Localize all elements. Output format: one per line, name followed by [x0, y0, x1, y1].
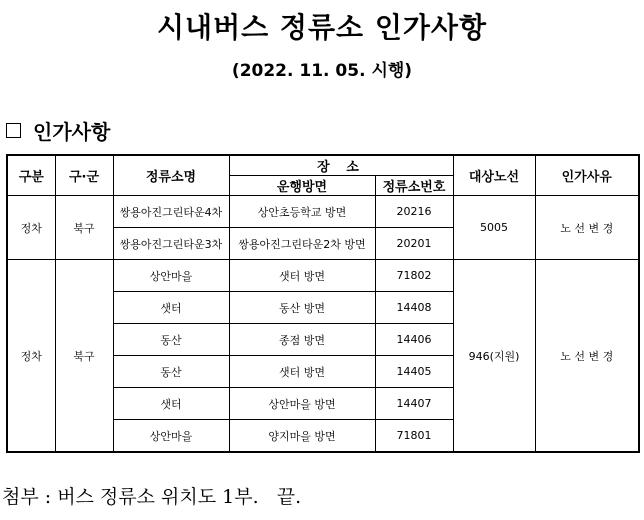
cell-stop-name: 쌍용아진그린타운4차 — [113, 196, 229, 228]
cell-stop-name: 상안마을 — [113, 260, 229, 292]
cell-stop-name: 쌍용아진그린타운3차 — [113, 228, 229, 260]
cell-stop-number: 14407 — [375, 388, 453, 420]
header-stop-name: 정류소명 — [113, 155, 229, 196]
page-title: 시내버스 정류소 인가사항 — [156, 11, 488, 44]
header-direction: 운행방면 — [229, 176, 375, 196]
cell-category: 정차 — [7, 196, 55, 260]
cell-stop-number: 20201 — [375, 228, 453, 260]
cell-direction: 쌍용아진그린타운2차 방면 — [229, 228, 375, 260]
cell-reason: 노 선 변 경 — [535, 260, 639, 453]
cell-district: 북구 — [55, 260, 113, 453]
cell-direction: 상안마을 방면 — [229, 388, 375, 420]
cell-direction: 양지마을 방면 — [229, 420, 375, 453]
cell-category: 정차 — [7, 260, 55, 453]
cell-stop-name: 동산 — [113, 324, 229, 356]
cell-direction: 샛터 방면 — [229, 260, 375, 292]
cell-district: 북구 — [55, 196, 113, 260]
section-label: 인가사항 — [33, 120, 111, 144]
cell-stop-name: 샛터 — [113, 292, 229, 324]
cell-stop-number: 71802 — [375, 260, 453, 292]
table-row — [7, 196, 639, 228]
cell-stop-number: 14406 — [375, 324, 453, 356]
header-route: 대상노선 — [453, 155, 535, 196]
cell-stop-name: 상안마을 — [113, 420, 229, 453]
attachment-note: 첨부 : 버스 정류소 위치도 1부. 끝. — [2, 486, 302, 508]
cell-stop-number: 71801 — [375, 420, 453, 453]
cell-direction: 샛터 방면 — [229, 356, 375, 388]
header-reason: 인가사유 — [535, 155, 639, 196]
cell-direction: 상안초등학교 방면 — [229, 196, 375, 228]
cell-stop-name: 샛터 — [113, 388, 229, 420]
header-category: 구분 — [7, 155, 55, 196]
section-heading — [6, 116, 110, 145]
header-district: 구·군 — [55, 155, 113, 196]
cell-stop-number: 20216 — [375, 196, 453, 228]
cell-reason: 노 선 변 경 — [535, 196, 639, 260]
effective-date: (2022. 11. 05. 시행) — [231, 61, 413, 81]
header-stop-number: 정류소번호 — [375, 176, 453, 196]
approval-table — [6, 154, 640, 453]
cell-stop-number: 14408 — [375, 292, 453, 324]
cell-stop-number: 14405 — [375, 356, 453, 388]
cell-direction: 동산 방면 — [229, 292, 375, 324]
table-row — [7, 260, 639, 292]
square-bullet-icon — [6, 123, 21, 138]
header-location: 장 소 — [229, 155, 453, 176]
cell-route: 5005 — [453, 196, 535, 260]
cell-direction: 종점 방면 — [229, 324, 375, 356]
cell-route: 946(지원) — [453, 260, 535, 453]
cell-stop-name: 동산 — [113, 356, 229, 388]
